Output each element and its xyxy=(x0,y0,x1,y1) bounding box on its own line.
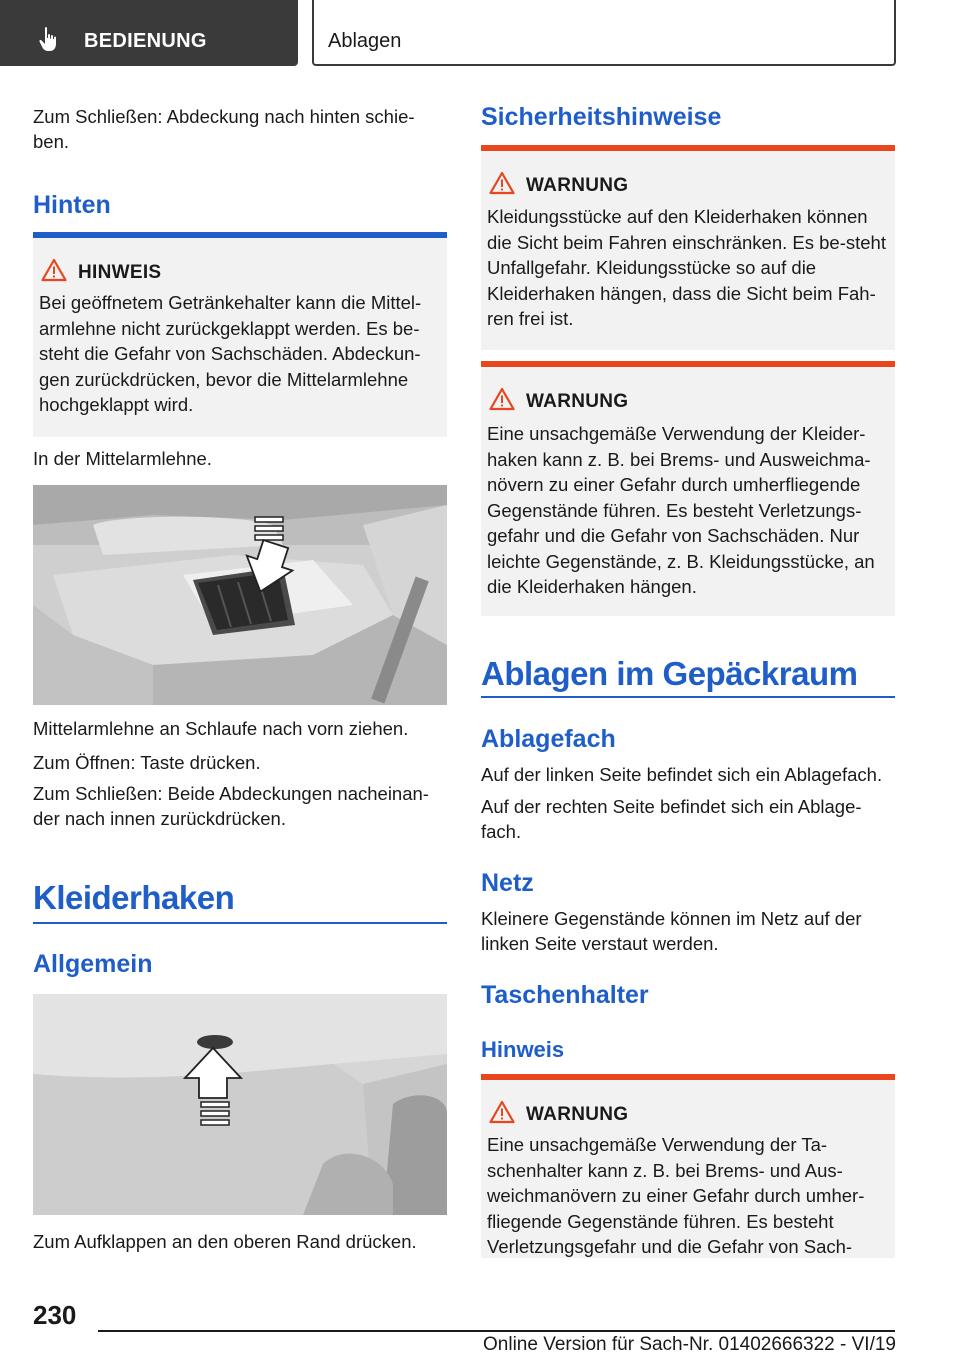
warning-text: Eine unsachgemäße Verwendung der Ta-schenhalter kann z. B. bei Brems- und Aus-weichmanövern zu einer Gefahr durch umher-fliegende Gegenstände führen. Es besteht Verletzungsgefahr und die Gefahr von Sach- xyxy=(487,1134,865,1257)
footer-rule xyxy=(98,1330,895,1332)
warning-triangle-icon xyxy=(489,171,515,195)
section-tab xyxy=(312,0,896,66)
warning-triangle-icon xyxy=(489,387,515,411)
paragraph: Mittelarmlehne an Schlaufe nach vorn ziehen. xyxy=(33,718,409,739)
heading-rule xyxy=(481,696,895,698)
warning-title: WARNUNG xyxy=(526,175,629,196)
hand-pointer-icon xyxy=(38,26,60,52)
notice-box xyxy=(33,232,447,437)
armrest-illustration xyxy=(33,485,447,705)
paragraph: Auf der linken Seite befindet sich ein Ablagefach. xyxy=(481,764,883,785)
heading-hinten: Hinten xyxy=(33,191,111,219)
heading-hinweis: Hinweis xyxy=(481,1037,565,1062)
notice-text: Bei geöffnetem Getränkehalter kann die Mittel-armlehne nicht zurückgeklappt werden. Es be-steht die Gefahr von Sachschäden. Abdeckun-gen zurückdrücken, bevor die Mittelarmlehne hochgeklappt wird. xyxy=(39,292,422,415)
warning-title: WARNUNG xyxy=(526,1104,629,1125)
paragraph: Zum Schließen: Abdeckung nach hinten schie-ben. xyxy=(33,106,415,152)
coat-hook-illustration xyxy=(33,994,447,1215)
heading-sicherheitshinweise: Sicherheitshinweise xyxy=(481,103,722,131)
page-header xyxy=(0,0,960,66)
footer-online-version: Online Version für Sach-Nr. 01402666322 - VI/19 xyxy=(483,1334,896,1355)
warning-bar xyxy=(481,361,895,367)
paragraph: Auf der rechten Seite befindet sich ein Ablage-fach. xyxy=(481,796,862,842)
paragraph: Zum Öffnen: Taste drücken. xyxy=(33,752,261,773)
warning-title: WARNUNG xyxy=(526,391,629,412)
heading-ablagen-gepaeckraum: Ablagen im Gepäckraum xyxy=(481,655,858,692)
warning-bar xyxy=(481,145,895,151)
heading-kleiderhaken: Kleiderhaken xyxy=(33,879,235,916)
warning-box xyxy=(481,1074,895,1258)
paragraph: Kleinere Gegenstände können im Netz auf der linken Seite verstaut werden. xyxy=(481,908,862,954)
chapter-label: BEDIENUNG xyxy=(84,30,207,52)
notice-bar xyxy=(33,232,447,238)
warning-box xyxy=(481,145,895,350)
heading-taschenhalter: Taschenhalter xyxy=(481,981,649,1009)
paragraph: Zum Aufklappen an den oberen Rand drücken. xyxy=(33,1231,417,1252)
warning-text: Kleidungsstücke auf den Kleiderhaken können die Sicht beim Fahren einschränken. Es be-steht Unfallgefahr. Kleidungsstücke so auf die Kleiderhaken hängen, dass die Sicht beim Fah-ren frei ist. xyxy=(487,206,886,329)
warning-bar xyxy=(481,1074,895,1080)
warning-text: Eine unsachgemäße Verwendung der Kleider-haken kann z. B. bei Brems- und Ausweichma-növern zu einer Gefahr durch umherfliegende Gegenstände führen. Es besteht Verletzungs-gefahr und die Gefahr von Sachschäden. Nur leichte Gegenstände, z. B. Kleidungsstücke, an die Kleiderhaken hängen. xyxy=(487,423,875,597)
heading-allgemein: Allgemein xyxy=(33,950,153,978)
warning-triangle-icon xyxy=(41,258,67,282)
armrest-photo xyxy=(33,485,447,705)
notice-title: HINWEIS xyxy=(78,262,162,283)
warning-box xyxy=(481,361,895,616)
coat-hook-photo xyxy=(33,994,447,1215)
chapter-tab xyxy=(0,0,298,66)
section-label: Ablagen xyxy=(328,30,402,52)
heading-rule xyxy=(33,922,447,924)
heading-netz: Netz xyxy=(481,869,534,897)
paragraph: In der Mittelarmlehne. xyxy=(33,448,212,469)
warning-triangle-icon xyxy=(489,1100,515,1124)
heading-ablagefach: Ablagefach xyxy=(481,725,616,753)
page-number: 230 xyxy=(33,1300,77,1330)
paragraph: Zum Schließen: Beide Abdeckungen nacheinan-der nach innen zurückdrücken. xyxy=(33,783,429,829)
